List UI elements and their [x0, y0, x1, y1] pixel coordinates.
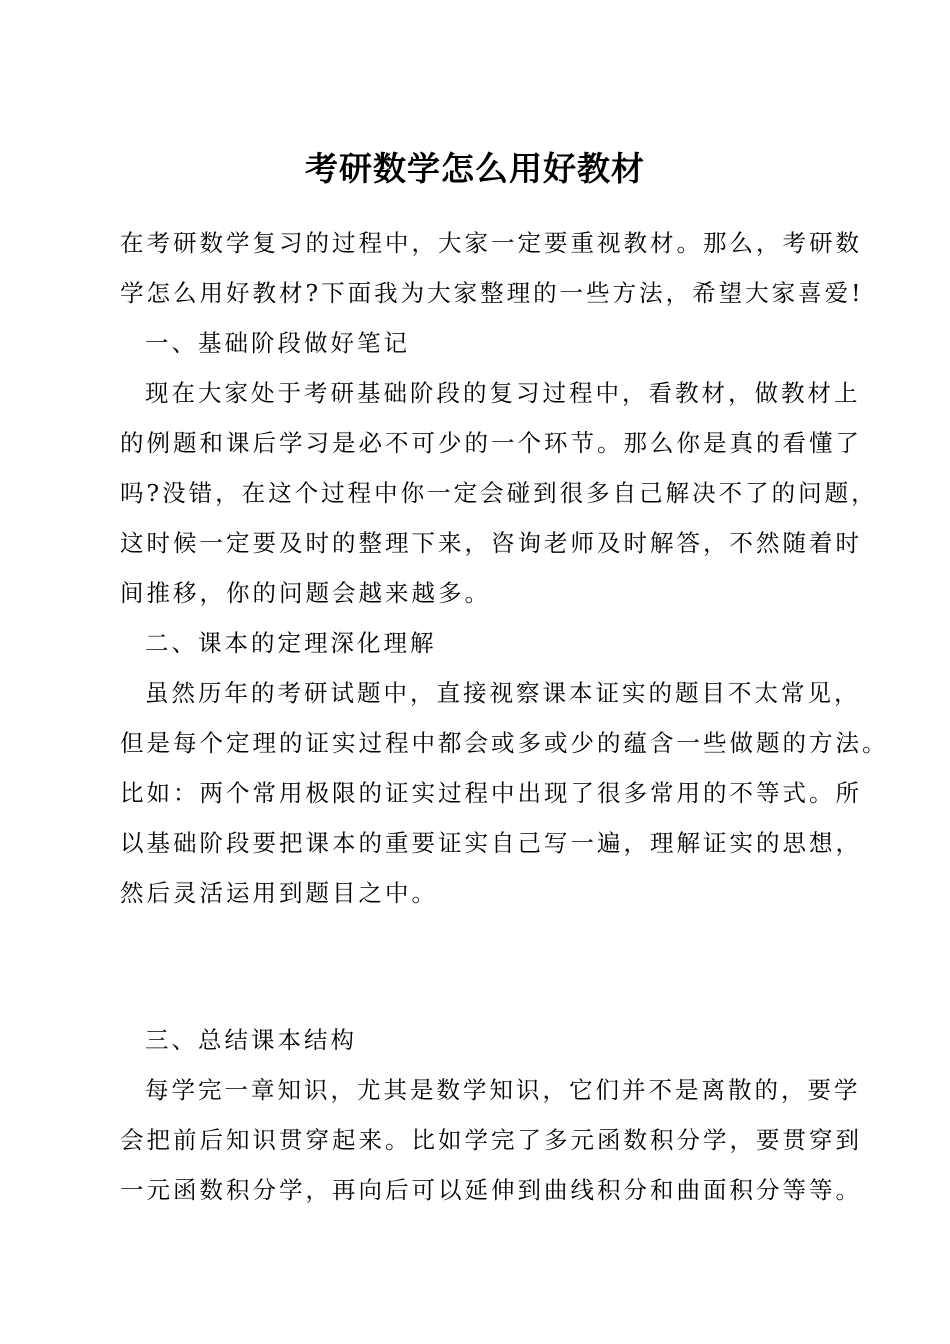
text-line: 一元函数积分学，再向后可以延伸到曲线积分和曲面积分等等。 [120, 1176, 862, 1204]
text-line: 但是每个定理的证实过程中都会或多或少的蕴含一些做题的方法。 [120, 729, 889, 757]
body-text-section-1 [120, 218, 889, 918]
text-line: 现在大家处于考研基础阶段的复习过程中，看教材，做教材上 [145, 379, 861, 407]
document-title: 考研数学怎么用好教材 [305, 149, 645, 188]
text-line: 以基础阶段要把课本的重要证实自己写一遍，理解证实的思想， [120, 829, 862, 857]
section-heading-2: 二、课本的定理深化理解 [145, 629, 437, 657]
text-line: 吗?没错，在这个过程中你一定会碰到很多自己解决不了的问题， [120, 479, 878, 507]
section-heading-3: 三、总结课本结构 [145, 1026, 357, 1054]
text-line: 会把前后知识贯穿起来。比如学完了多元函数积分学，要贯穿到 [120, 1126, 862, 1154]
text-line: 这时候一定要及时的整理下来，咨询老师及时解答，不然随着时 [120, 529, 862, 557]
text-line: 每学完一章知识，尤其是数学知识，它们并不是离散的，要学 [145, 1076, 861, 1104]
text-line: 然后灵活运用到题目之中。 [120, 879, 438, 907]
text-line: 学怎么用好教材?下面我为大家整理的一些方法，希望大家喜爱! [120, 279, 864, 307]
text-line: 间推移，你的问题会越来越多。 [120, 579, 491, 607]
text-line: 比如：两个常用极限的证实过程中出现了很多常用的不等式。所 [120, 779, 862, 807]
text-line: 的例题和课后学习是必不可少的一个环节。那么你是真的看懂了 [120, 429, 862, 457]
section-heading-1: 一、基础阶段做好笔记 [145, 329, 410, 357]
text-line: 虽然历年的考研试题中，直接视察课本证实的题目不太常见， [145, 679, 861, 707]
body-text-section-2 [120, 1015, 862, 1215]
text-line: 在考研数学复习的过程中，大家一定要重视教材。那么，考研数 [120, 229, 862, 257]
